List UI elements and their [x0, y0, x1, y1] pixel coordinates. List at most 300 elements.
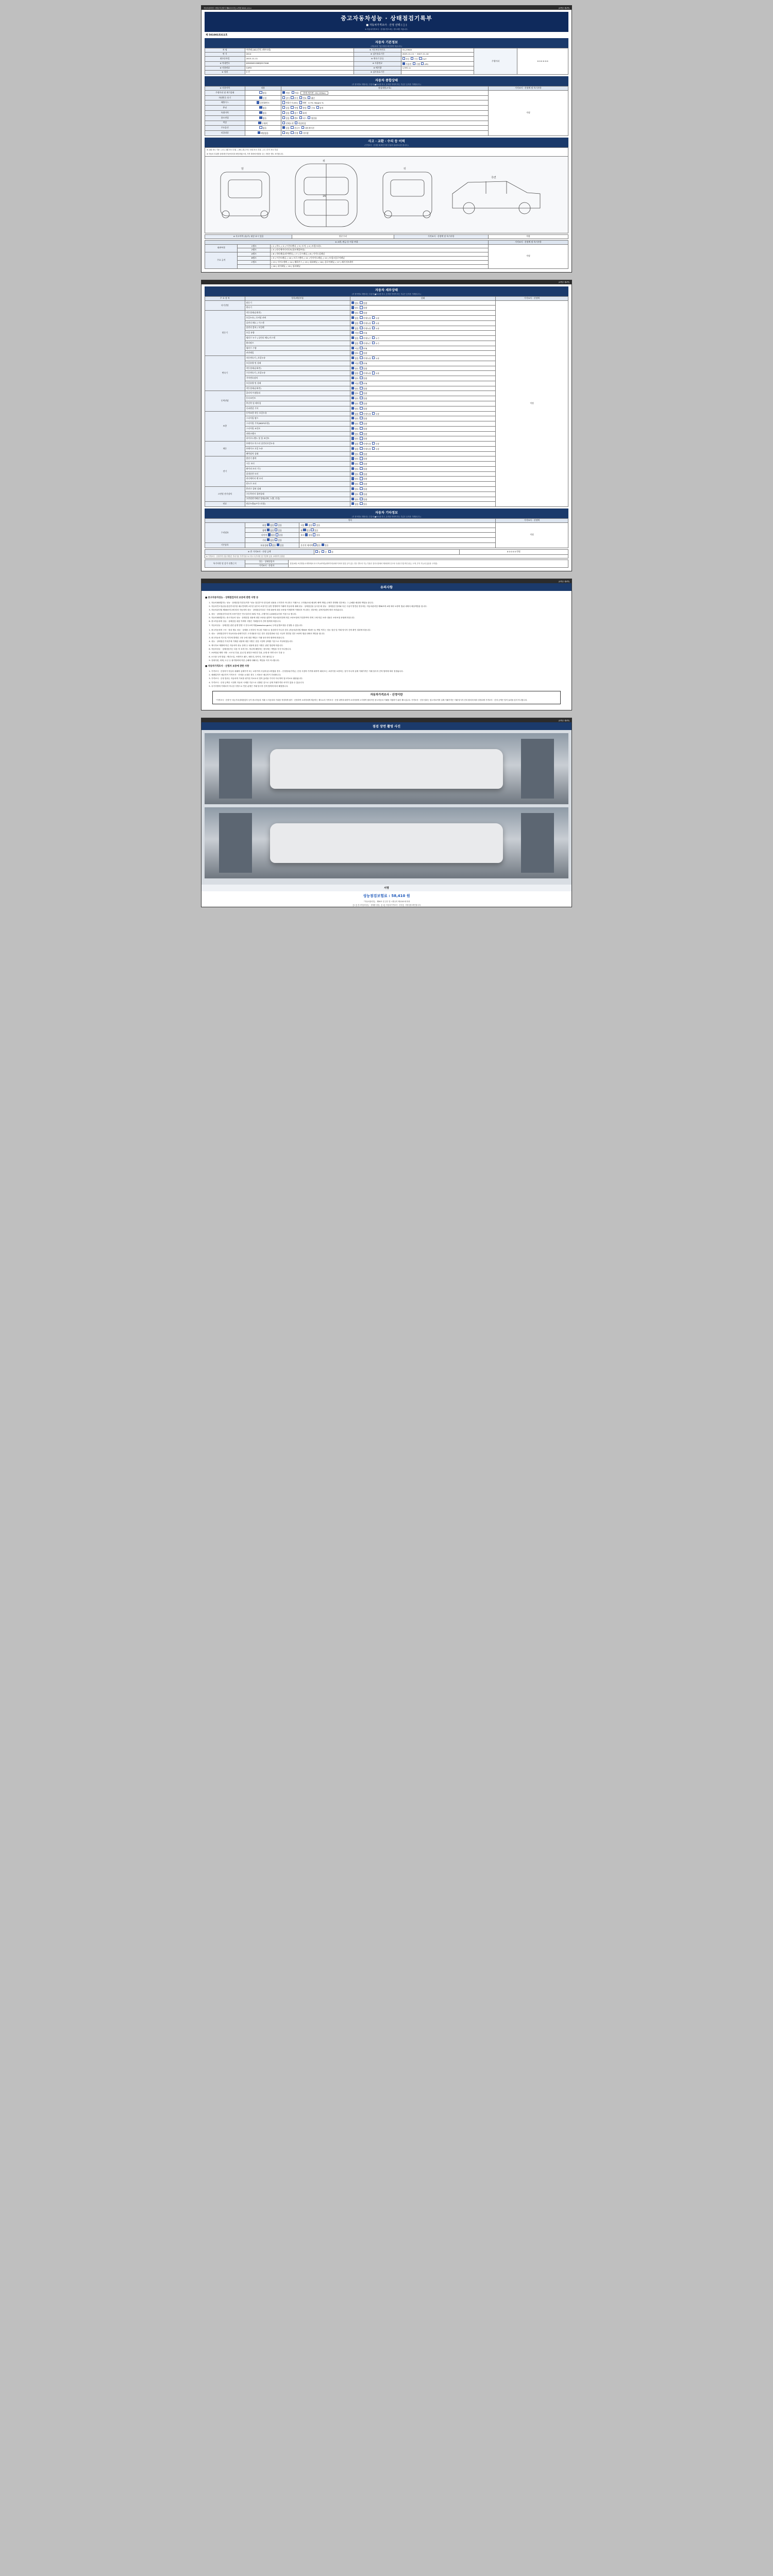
row-check-color — [281, 121, 489, 126]
label-exterior — [245, 522, 299, 528]
detail-state-0-0 — [350, 300, 495, 306]
detail-item-1-0: 작동상태(공회전) — [245, 311, 350, 316]
checkbox-label-1-3-1: 미세누유 — [363, 327, 373, 330]
odo-ok-label: 적정 — [285, 91, 290, 94]
checkbox-label-1-3-2: 누유 — [375, 327, 381, 330]
checkbox-label-1-6-0: 없음 — [355, 342, 360, 345]
total-price-table — [205, 549, 568, 558]
sheet-1 — [201, 5, 572, 273]
color-plain-label: 무채색 — [261, 122, 268, 125]
checkbox-label-5-1-0: 없음 — [355, 447, 360, 450]
grade-mid-label: 중 — [325, 550, 327, 553]
checkbox-label-8-0-0: 없음 — [355, 503, 360, 506]
checkbox-label-4-4-1: 불량 — [363, 432, 368, 435]
value-year: 2014 — [245, 52, 354, 56]
detail-state-2-2 — [350, 366, 495, 371]
value-glass — [299, 533, 496, 538]
checkbox-label-4-0-0: 없음 — [355, 412, 360, 415]
detail-item-6-5: 윈도우 모터 — [245, 482, 350, 487]
label-polish — [245, 528, 299, 533]
detail-state-6-3 — [350, 471, 495, 477]
th-other-item: 항목 — [205, 519, 496, 523]
opt-nav-label: 내비게이션 — [304, 127, 314, 130]
tuning-none-label: 없음 — [262, 107, 267, 110]
guide-appraisal-item: 3. 가격조사 · 산정 결과는 자동차의 가치를 평가한 자료로서 법적 효력을 가지지 아니하며 참고자료로 활용됩니다. — [211, 677, 568, 680]
value-valid-period — [401, 71, 474, 75]
detail-item-8-0: 연료누출(LP가스포함) — [245, 502, 350, 507]
row-content-options — [245, 126, 281, 131]
use-lease-label: 리스 — [303, 116, 307, 120]
detail-item-1-4: 오일 유량 — [245, 331, 350, 336]
label-simple-repair: 단순수리 — [292, 234, 394, 239]
parts-list-c: ( 13 ) 사이드멤버, ( 14 ) 휠하우스, ( 15 ) 대쉬패널, ( 16 ) 플로어패널, ( 17 ) 패키지트레이 — [270, 261, 488, 265]
checkbox-label-2-0-1: 미세누유 — [363, 357, 373, 360]
detail-item-2-3: 수동변속기 | 오일누유 — [245, 371, 350, 376]
detail-item-2-6: 작동상태(공회전) — [245, 386, 350, 391]
checkbox-label-1-4-0: 적정 — [355, 332, 360, 335]
section-overall-title: 자동차 종합상태 — [375, 78, 398, 82]
guide-warranty-item: 2. 자동차인도일(성능점검기록부를 매수인에게 교부한 날부터 보장기간 동안 발생하여 이래의 자동차에 대해 성능 · 상태점검을 실시한 때 성능 · 상태점검 결과와 다른 사실이 발견된 경우에는 자동차관리법 제58조의 4에 따라 보증의 범위 내에서 배상책임을 집니다. — [211, 605, 568, 608]
checkbox-label-4-1-0: 양호 — [355, 417, 360, 420]
airbag-none-label: 없음 — [316, 544, 321, 547]
label-odometer: 주행거리 — [474, 48, 517, 75]
checkbox-label-4-0-1: 미세누유 — [363, 412, 373, 415]
inspection-fee: 성능점검보험료 : 58,410 원 — [363, 894, 410, 899]
detail-item-2-0: 자동변속기 | 오일누유 — [245, 356, 350, 361]
value-airbag — [299, 543, 496, 548]
detail-item-2-2: 작동상태(공회전) — [245, 366, 350, 371]
rank-2: 2랭크 — [238, 248, 270, 252]
detail-item-3-2: 추진축 및 베어링 — [245, 401, 350, 406]
document-title-band — [205, 12, 568, 32]
etc-yes-label: 있음 — [278, 539, 282, 542]
checkbox-label-6-0-0: 양호 — [355, 457, 360, 461]
checkbox-label-6-0-1: 불량 — [363, 457, 368, 461]
possession-yes-label: 있음 — [280, 544, 284, 547]
detail-state-4-0 — [350, 411, 495, 416]
row-content-recall — [245, 131, 281, 136]
th-content: 내용 — [245, 87, 281, 91]
checkbox-label-2-2-0: 양호 — [355, 367, 360, 370]
inspection-photo-2 — [205, 807, 568, 878]
detail-state-7-2 — [350, 497, 495, 502]
value-capacity: 5 인 — [245, 71, 354, 75]
section-overall-sub: (각 항목별로 해당되는 부분에 ■표시를 하고, 숫자를 적어야 하는 부분은 숫자를 기재합니다.) — [352, 83, 421, 86]
tuning-yes-label: 있음 — [285, 107, 290, 110]
section-basic-info-sub: (자동차의 기본사항을 확인하여 적습니다.) — [371, 45, 402, 47]
other-info-table — [205, 518, 568, 548]
sheet2-page-ref: (3쪽중 제2쪽) — [558, 281, 569, 284]
tuning-illegal-label: 불법 — [303, 107, 307, 110]
checkbox-label-1-1-0: 없음 — [355, 316, 360, 319]
label-total-price: ※ 총 가격조사 · 산정 금액 — [205, 549, 314, 554]
guide-warranty-item: 1. 자동차매매업자는 성능 · 상태점검기록부(이하 "성능 점검부"라 한다)의 내용을 고지하지 아니하고 거래으로 고지할(조회 배상의 배액 책임) 규제가 발생할 경우에는 그 손해를 배상할 책임을 집니다. — [211, 602, 568, 604]
etc-label: 기타 — [262, 539, 266, 542]
sheet3-page-ref: (3쪽중 제3쪽) — [558, 580, 569, 583]
detail-item-4-3: 스티어링 조인트 — [245, 426, 350, 431]
guide-list-appraisal — [205, 670, 568, 688]
detail-state-1-3 — [350, 326, 495, 331]
table-row — [205, 300, 568, 306]
rank-c: C랭크 — [238, 261, 270, 265]
fuel-gasoline-label: 가솔린 — [406, 62, 412, 65]
interior-yes-label: 있음 — [316, 523, 321, 527]
wheel-yes-label: 있음 — [314, 529, 318, 532]
sheet-2 — [201, 280, 572, 572]
row-check-usechange — [281, 115, 489, 121]
car-diagram-svg — [205, 157, 570, 233]
label-appraiser-role: 가격조사 · 산정자 — [245, 564, 289, 568]
etc-none-label: 없음 — [270, 539, 274, 542]
guide-appraisal-item: 1. 가격조사 · 산정자가 자동차 매매의 실제가격 또는 보증가의 사실에 관고하였을 경우 - 산정결과(가격)는 산정 시점의 가격에 대하여 매매 또는 보증가를 보증하는 것이 아니며 실제 거래가격은 거래 당사자 간의 합의에 따라 결정됩니다. — [211, 670, 568, 673]
detail-item-7-1: 구동축전지 절연상태 — [245, 492, 350, 497]
detail-item-3-0: 클러치 어셈블리 — [245, 391, 350, 396]
row-label-options: 주요옵션 — [205, 126, 245, 131]
checkbox-label-6-3-0: 양호 — [355, 472, 360, 476]
guide-appraisal-item: 5. 특기사항에 기재되지 아니한 사항으로 인한 분쟁은 거래 당사자 간의 합의에 따라 해결합니다. — [211, 685, 568, 688]
emission-co-label: 일산화탄소 — [260, 101, 270, 105]
value-fuel-options — [401, 61, 474, 66]
detail-item-3-1: 등속조인트 — [245, 396, 350, 401]
guide-exclusion-item: 3. 중고자동차 인도일 이후에 발생한 고장 등에 대한 책임은 거래 당사자의 합의에 따릅니다. — [211, 637, 568, 639]
value-interior — [299, 522, 496, 528]
checkbox-label-5-1-1: 미세누유 — [363, 447, 373, 450]
detail-state-0-1 — [350, 306, 495, 311]
accident-legend-2: ※ 자동차 부위별 상세 확인기준에 따라 확인하였으며, 가격 하락에 영향을 주는 사항은 별도 표기합니다. — [205, 152, 568, 156]
detail-item-4-0: 동력조향 작동 오일누유 — [245, 411, 350, 416]
section-other-sub: (각 항목별로 해당되는 부분에 ■표시를 하고, 숫자를 적어야 하는 부분은 숫자를 기재합니다.) — [352, 515, 421, 518]
detail-state-7-0 — [350, 487, 495, 492]
detail-state-3-3 — [350, 406, 495, 411]
detail-group-4: 조향 — [205, 411, 245, 442]
label-basic-items: 기본품목 — [205, 543, 245, 548]
th-item-part: 항목/해당부품 — [245, 296, 350, 300]
tire-yes-label: 있음 — [279, 534, 283, 537]
detail-group-8: 연료 — [205, 502, 245, 507]
checkbox-label-0-1-0: 양호 — [355, 307, 360, 310]
use-none-label: 없음 — [262, 116, 267, 120]
row-content-usechange — [245, 115, 281, 121]
detail-state-5-0 — [350, 442, 495, 447]
detail-item-6-3: 실내송풍 모터 — [245, 471, 350, 477]
label-repair-needed: 수리필요 — [205, 522, 245, 543]
checkbox-label-4-5-0: 양호 — [355, 437, 360, 440]
grade-high-label: 상 — [318, 550, 321, 553]
section-other-title: 자동차 기타정보 — [375, 511, 398, 515]
detail-state-1-2 — [350, 320, 495, 326]
detail-state-1-1 — [350, 315, 495, 320]
guide-exclusion-item: 5. 제시자료 제출에 따른 자동차의 성능 상태 등 내용에 관한 사항은 관련 법령에 따릅니다. — [211, 645, 568, 647]
exterior-label: 외장 — [262, 523, 266, 527]
th-parts-price: 가격조사 · 산정액 및 특기사항 — [488, 240, 568, 244]
special-yes-label: 있음 — [285, 111, 290, 114]
checkbox-label-4-2-0: 양호 — [355, 422, 360, 425]
wheel-label: 휠 — [300, 529, 303, 532]
table-header-row — [205, 240, 568, 244]
label-etc — [245, 538, 299, 543]
checkbox-label-2-5-0: 적정 — [355, 382, 360, 385]
row-check-recall — [281, 131, 489, 136]
guide-list-warranty — [205, 602, 568, 628]
checkbox-label-2-6-1: 불량 — [363, 387, 368, 390]
detail-state-4-2 — [350, 421, 495, 427]
guide-body — [201, 591, 572, 710]
guide-exclusion-item: 9. 천재지변, 화재, 도난 등 불가항력에 의한 손해에 대해서는 책임을 지지 아니합니다. — [211, 659, 568, 662]
checkbox-label-7-0-0: 양호 — [355, 487, 360, 490]
checkbox-label-2-1-1: 부족 — [363, 362, 368, 365]
exterior-yes-label: 있음 — [278, 523, 282, 527]
th-detail-price: 가격조사 · 산정액 — [496, 296, 568, 300]
odo-many-label: 많음 — [262, 91, 267, 94]
detail-price-note: 적정 — [496, 300, 568, 506]
color-full-label: 전체도색 — [285, 122, 294, 125]
checkbox-label-5-1-2: 누유 — [375, 447, 381, 450]
value-displacement: 1,591 cc — [401, 66, 474, 71]
guide-warranty-item: 3. 자동차관리법 제58조의 2에 따라 자동차의 성능 · 상태점검기록부 기재 내용에 대한 보증을 이행하며 이행되지 아니하는 경우에는 관계 법령에 따라 처리됩니다. — [211, 609, 568, 612]
svg-text:위: 위 — [323, 159, 325, 163]
row-check-options — [281, 126, 489, 131]
page-ref: (3쪽중 제1쪽) — [558, 7, 569, 9]
detail-state-5-1 — [350, 446, 495, 451]
detail-group-6: 전기 — [205, 456, 245, 487]
row-check-vin-mark — [281, 95, 489, 100]
guide-exclusion-item: 8. 소모품 등의 범위 : 엔진오일, 브레이크 패드, 배터리, 타이어, 각종 필터류 등 — [211, 656, 568, 658]
accident-summary-table — [205, 234, 568, 239]
special-notes-text: 점검(4대) 보증범위:시세하락(5.12 175,437원)/장비이력(차량 이외의 점검 등이 있는 경우 별도의 기능 부품은 검사나열에서 제외되며 중고차 특성상 부분적인 판금, 도색, 부식 가능성 있음을 고지함) — [289, 560, 568, 568]
value-total-options — [314, 549, 459, 554]
checkbox-label-1-7-0: 적정 — [355, 347, 360, 350]
parts-list-b: ( 9 ) 프론트패널, ( 10 ) 크로스멤버, ( 11 ) 인사이드패널, ( 12 ) 트렁크플로어패널 — [270, 257, 488, 261]
trans-cvt-label: CVT — [422, 57, 427, 60]
guide-appraisal-item: 4. 가격조사 · 산정 금액은 시점의 자동차 시세를 기준으로 산출한 것으로 실제 거래가격과 차이가 있을 수 있습니다. — [211, 682, 568, 684]
checkbox-label-7-1-1: 불량 — [363, 493, 368, 496]
detail-state-1-6 — [350, 341, 495, 346]
guide-exclusion-item: 4. 성능 · 상태점검 기록부에 기재된 내용에 대한 사항은 점검 시점의 상태를 기준으로 작성되었습니다. — [211, 640, 568, 643]
special-fire-label: 화재 — [303, 111, 307, 114]
opt-none-label: 없음 — [262, 127, 267, 130]
detail-item-6-2: 와이퍼 모터 기능 — [245, 466, 350, 471]
checkbox-label-1-2-1: 미세누유 — [363, 321, 373, 325]
svg-text:앞: 앞 — [241, 167, 244, 171]
detail-item-6-1: 시동 모터 — [245, 462, 350, 467]
detail-state-7-1 — [350, 492, 495, 497]
vin-diff-label: 상이 — [285, 96, 290, 99]
checkbox-label-7-2-0: 양호 — [355, 498, 360, 501]
checkbox-label-7-1-0: 양호 — [355, 493, 360, 496]
checkbox-label-4-5-1: 불량 — [363, 437, 368, 440]
detail-item-1-7: 냉각수 수량 — [245, 346, 350, 351]
airbag-yes-label: 있음 — [324, 544, 329, 547]
checkbox-label-2-1-0: 적정 — [355, 362, 360, 365]
row-label-odometer: 주행거리 및 계기상태 — [205, 90, 245, 95]
special-none-label: 없음 — [262, 111, 267, 114]
vehicle-underbody-view — [270, 823, 503, 863]
fuel-diesel-label: 디젤 — [416, 62, 420, 65]
table-row — [205, 244, 568, 248]
table-header-row — [205, 519, 568, 523]
detail-state-3-1 — [350, 396, 495, 401]
checkbox-label-2-2-1: 불량 — [363, 367, 368, 370]
recall-na-label: 해당없음 — [260, 131, 268, 134]
row-content-tuning — [245, 106, 281, 111]
th-other-price: 가격조사 · 산정액 — [496, 519, 568, 523]
label-tire — [245, 533, 299, 538]
th-parts-head: ※ 교환, 판금 등 이상 부위 — [205, 240, 489, 244]
legal-footnote-2: 【 1 】중고자동차성능 · 상태를 점검, 【 2 】자동차가격조사 · 산정 】 사항임을 확인합니다. — [351, 904, 422, 907]
guide-exclusion-item: 2. 성능 · 상태점검자가 자동차성능상태기록부 고지내용과 다른 경우 점검결과와 다른 사실이 발견된 경우 보증의 범위 내에서 책임을 집니다. — [211, 633, 568, 635]
group-frame: 주요 골격 — [205, 252, 238, 269]
checkbox-label-1-4-1: 부족 — [363, 332, 368, 335]
label-possession — [245, 543, 299, 548]
label-valid-period: ※ 검사유효기간 — [354, 71, 401, 75]
section-detail-title: 자동차 세부상태 — [375, 289, 398, 293]
checkbox-label-1-1-1: 미세누유 — [363, 316, 373, 319]
guide-warranty-item: 7. 자동차성능 · 상태점검 관련 분쟁 발생 시 한국소비자원(www.kca.go.kr) 등에 분쟁조정을 신청할 수 있습니다. — [211, 624, 568, 627]
tuning-legal-label: 적법 — [294, 107, 298, 110]
document-number: 제 5010015311호 — [206, 34, 228, 37]
checkbox-label-8-0-1: 있음 — [363, 503, 368, 506]
checkbox-label-3-1-0: 양호 — [355, 397, 360, 400]
section-other-header — [205, 509, 568, 518]
detail-state-8-0 — [350, 502, 495, 507]
checkbox-label-7-0-1: 불량 — [363, 487, 368, 490]
grade-low-label: 하 — [331, 550, 333, 553]
row-label-vin-mark: 차대번호 표기 — [205, 95, 245, 100]
detail-state-1-4 — [350, 331, 495, 336]
signature-label[interactable]: 서명 — [201, 885, 572, 891]
detail-item-4-4: 파워크랭크 — [245, 431, 350, 436]
rank-b: B랭크 — [238, 257, 270, 261]
fuel-lpg-label: LPG — [424, 62, 429, 65]
car-damage-diagram[interactable] — [205, 156, 568, 233]
checkbox-label-2-5-1: 부족 — [363, 382, 368, 385]
detail-item-6-4: 라디에이터 팬 모터 — [245, 477, 350, 482]
opt-yes-label: 있음 — [285, 127, 290, 130]
callout-title: 자동차가격조사 · 산정이란 — [370, 693, 403, 697]
sheet3-topbar — [201, 579, 572, 583]
row-check-special — [281, 110, 489, 115]
label-car-name: 차 명 — [205, 48, 245, 53]
value-plate-no: 31,23905 — [401, 48, 474, 53]
checkbox-label-7-2-1: 불량 — [363, 498, 368, 501]
table-header-row — [205, 296, 568, 300]
checkbox-label-1-6-1: 미세누수 — [363, 342, 373, 345]
detail-state-1-5 — [350, 336, 495, 341]
label-inspector-role: 성능 · 상태점검자 — [245, 560, 289, 564]
row-label-color: 색상 — [205, 121, 245, 126]
value-inspection-period: 2025-11-11 ~ 2027-11-10 — [401, 52, 474, 56]
detail-item-5-1: 브레이크 오일 누유 — [245, 446, 350, 451]
table-row — [205, 90, 568, 95]
checkbox-label-1-0-0: 양호 — [355, 312, 360, 315]
detail-item-1-1: 오일누유 | 로커암 커버 — [245, 315, 350, 320]
label-plate-no: ※ 자동차등록번호 — [354, 48, 401, 53]
checkbox-label-5-0-2: 누유 — [375, 443, 381, 445]
basic-info-table — [205, 48, 568, 75]
row-content-special — [245, 110, 281, 115]
label-fuel: ※ 사용연료 — [354, 61, 401, 66]
guide-exclusion-item: 1. 중고자동차의 구조 · 장치 별로 성능 · 상태를 고지하지 아니한 거래으로 점검하지 아니한 경우 (자동차관리법 제58조 제1항 등) 책임 여부는 성능 점검 및 거래 당사자 간의 확인 결과에 따릅니다. — [211, 629, 568, 632]
form-ref: 자동차관리법 시행규칙 [별지 제82호서식] <개정 2021.1.5.> — [204, 7, 252, 9]
guide-exclusion-item: 7. 보증범위 제외 사항 : 소모성 부품, 튜닝 및 불법구조변경 부품, 운행 중 자연 마모 부품 등 — [211, 652, 568, 654]
parts-list-d: ( 18 ) 리어패널, ( 19 ) 필러패널 — [270, 264, 488, 268]
checkbox-label-1-1-2: 누유 — [375, 316, 381, 319]
row-check-tuning — [281, 106, 489, 111]
polish-none-label: 없음 — [270, 529, 274, 532]
emission-hc-label: 탄화수소(HC) — [285, 101, 298, 105]
checkbox-label-6-5-1: 불량 — [363, 483, 368, 486]
checkbox-label-1-2-0: 없음 — [355, 321, 360, 325]
legal-footnote-1: 『자동차관리법』 제58조 및 같은 법 시행규칙 제120조에 따라 — [363, 901, 410, 903]
polish-yes-label: 있음 — [278, 529, 282, 532]
detail-state-1-7 — [350, 346, 495, 351]
section-basic-info-title: 자동차 기본정보 — [375, 40, 398, 44]
detail-state-4-5 — [350, 436, 495, 442]
checkbox-label-4-0-2: 누유 — [375, 412, 381, 415]
lift-right-1 — [521, 739, 554, 799]
special-notes-table — [205, 560, 568, 568]
tuning-device-label: 장치 — [319, 107, 324, 110]
rank-a: A랭크 — [238, 252, 270, 257]
tire-label: 타이어 — [261, 534, 267, 537]
recall-yes-label: 해당 — [285, 131, 290, 134]
checkbox-label-2-4-0: 양호 — [355, 377, 360, 380]
row-label-tuning: 튜닝 — [205, 106, 245, 111]
guide-warranty-item: 5. 자동차매매업자는 중고자동차 성능 · 상태점검 내용에 대한 보증을 위하여 자동차관리법에 따른 보증보험에 가입하여야 하며 그에 따른 보증 내용은 보증보험 증권에 따릅니다. — [211, 617, 568, 619]
sheet-4 — [201, 718, 572, 907]
checkbox-label-4-4-0: 양호 — [355, 432, 360, 435]
checkbox-label-2-3-1: 미세누유 — [363, 372, 373, 375]
label-accident-history: ※ 사고이력 (유/무) 대상 표시 있음 — [205, 234, 292, 239]
table-row — [205, 48, 568, 53]
value-etc-blank — [299, 538, 496, 543]
tire-none-label: 없음 — [271, 534, 275, 537]
guide-heading-2: ■ 자동차가격조사 · 산정자 보증에 관한 사항 — [205, 665, 249, 668]
table-header-row — [205, 87, 568, 91]
tuning-structure-label: 구조 — [311, 107, 315, 110]
inspection-photo-1 — [205, 733, 568, 804]
value-car-name: 아반떼 (AD)신형 (세부모델) — [245, 48, 354, 53]
checkbox-label-0-1-1: 불량 — [363, 307, 368, 310]
section-basic-info-header — [205, 38, 568, 48]
detail-state-6-0 — [350, 456, 495, 462]
checkbox-label-1-5-2: 누수 — [375, 336, 381, 340]
svg-text:측면: 측면 — [491, 176, 496, 179]
svg-text:16: 16 — [323, 194, 326, 198]
vin-damaged-label: 훼손 — [311, 96, 315, 99]
glass-yes-label: 있음 — [316, 534, 321, 537]
checkbox-label-6-4-0: 양호 — [355, 478, 360, 481]
checkbox-label-6-1-1: 불량 — [363, 463, 368, 466]
checkbox-label-6-1-0: 양호 — [355, 463, 360, 466]
exterior-none-label: 없음 — [270, 523, 274, 527]
detail-item-4-1: 스티어링 펌프 — [245, 416, 350, 421]
other-price-note: 적정 — [496, 522, 568, 548]
detail-item-0-1: 변속기 — [245, 306, 350, 311]
checkbox-label-6-3-1: 불량 — [363, 472, 368, 476]
detail-item-1-8: 커먼레일 — [245, 351, 350, 356]
value-odometer: 0 0 0 0 0 0 — [517, 48, 568, 75]
detail-state-3-2 — [350, 401, 495, 406]
detail-state-4-3 — [350, 426, 495, 431]
guide-appraisal-item: 2. 매매업자가 매수인이 가격조사 · 산정을 요청한 경우 그 비용은 매수인이 부담합니다. — [211, 674, 568, 676]
detail-item-1-5: 냉각수 누수 | 실린더 헤드/가스켓 — [245, 336, 350, 341]
page-title: 중고자동차성능 · 상태점검기록부 — [341, 15, 432, 22]
parts-rank-table — [205, 240, 568, 269]
value-total-amount: 0 0 0 0 0 만원 — [459, 549, 568, 554]
total-price-note: ※ 가격조사 · 산정가격 산출 방법은 부록기준 가격기준으로 하고 특기사항 및 가감액 등을 고려하여 산출함 — [205, 554, 568, 558]
recall-notdone-label: 미이행 — [303, 131, 309, 134]
